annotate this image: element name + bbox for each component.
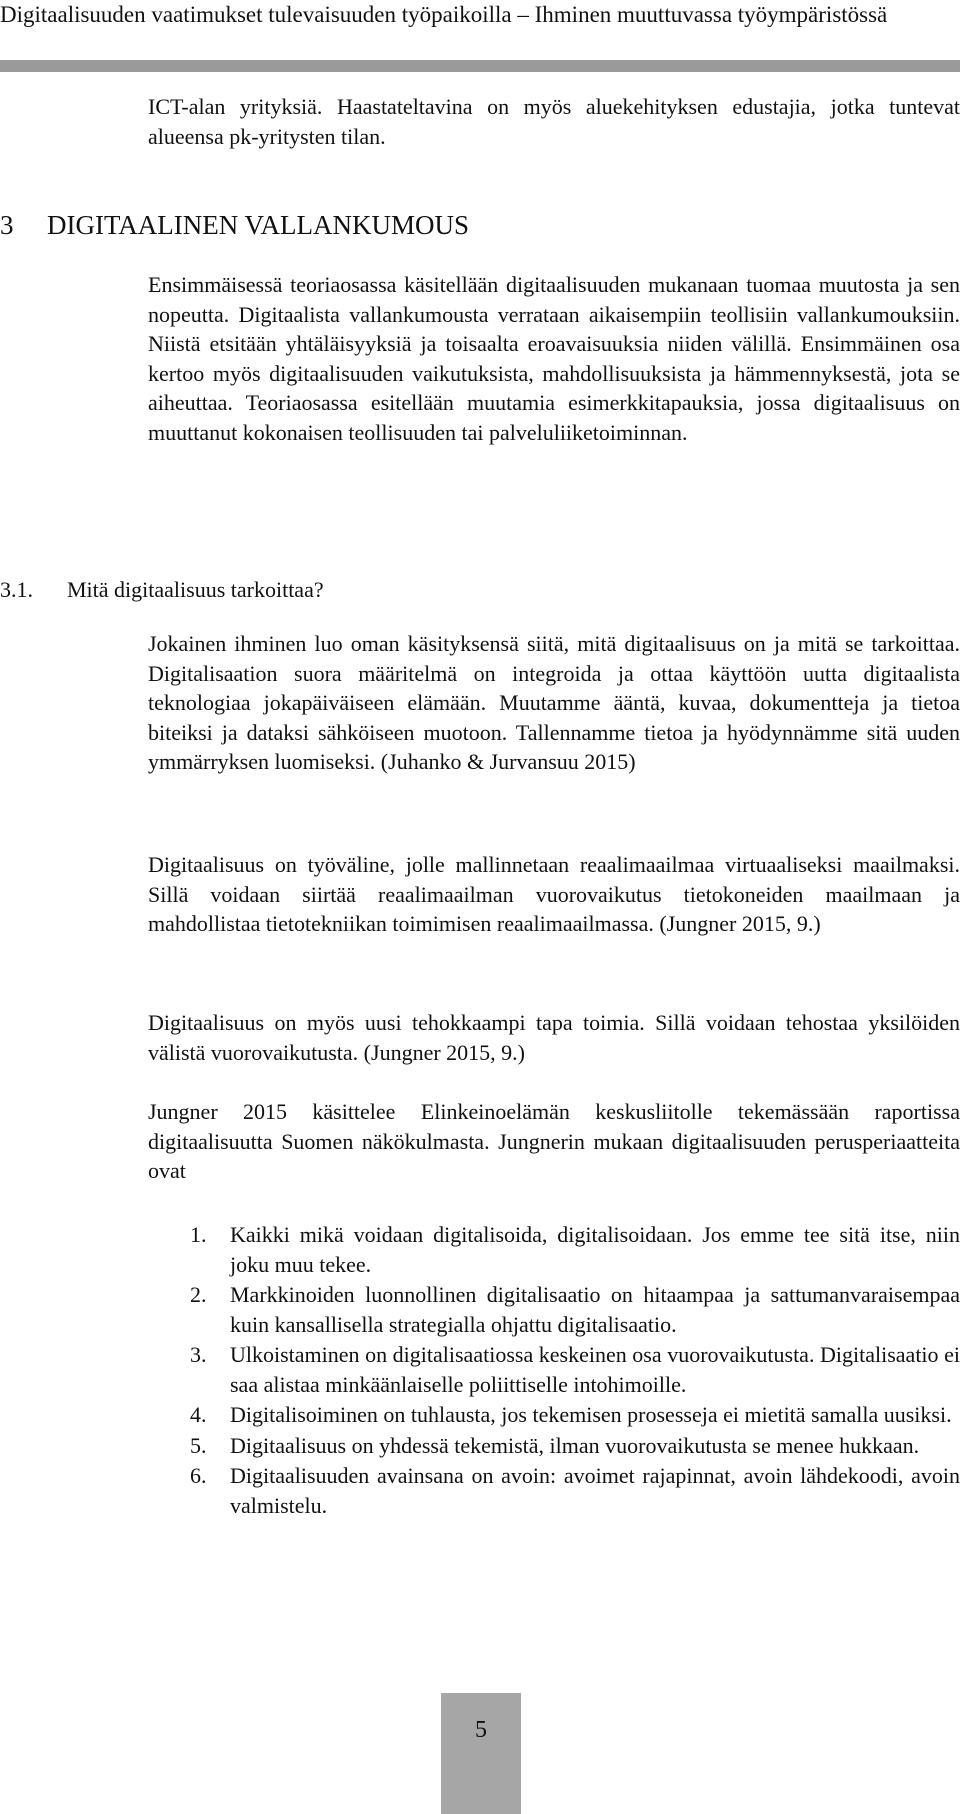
list-item: 1. Kaikki mikä voidaan digitalisoida, digitalisoidaan. Jos emme tee sitä itse, niin joku muu tekee. — [190, 1222, 960, 1277]
paragraph-efficiency: Digitaalisuus on myös uusi tehokkaampi tapa toimia. Sillä voidaan tehostaa yksilöiden välistä vuorovaikutusta. (Jungner 2015, 9.) — [148, 1010, 960, 1065]
section-3-1-number: 3.1. — [0, 577, 33, 602]
paragraph-jungner: Jungner 2015 käsittelee Elinkeinoelämän keskusliitolle tekemässään raportissa digitaalisuutta Suomen näkökulmasta. Jungnerin mukaan digitaalisuuden perusperiaatteita ovat — [148, 1099, 960, 1183]
list-item: 6. Digitaalisuuden avainsana on avoin: avoimet rajapinnat, avoin lähdekoodi, avoin valmistelu. — [190, 1463, 960, 1518]
section-3-title: DIGITAALINEN VALLANKUMOUS — [47, 210, 470, 240]
list-item: 4. Digitalisoiminen on tuhlausta, jos tekemisen prosesseja ei mietitä samalla uusiksi. — [190, 1402, 952, 1427]
list-item: 3. Ulkoistaminen on digitalisaatiossa keskeinen osa vuorovaikutusta. Digitalisaatio ei saa alistaa minkäänlaiselle poliittiselle intohimoille. — [190, 1342, 960, 1397]
running-header: Digitaalisuuden vaatimukset tulevaisuuden työpaikoilla – Ihminen muuttuvassa työympäristössä — [0, 2, 888, 27]
page-number: 5 — [475, 1717, 487, 1743]
list-item: 2. Markkinoiden luonnollinen digitalisaatio on hitaampaa ja sattumanvaraisempaa kuin kansallisella strategialla ohjattu digitalisaatio. — [190, 1282, 960, 1337]
section-3-1-title: Mitä digitaalisuus tarkoittaa? — [67, 577, 324, 602]
paragraph-tool: Digitaalisuus on työväline, jolle mallinnetaan reaalimaailmaa virtuaaliseksi maailmaksi. Sillä voidaan siirtää reaalimaailman vuorovaikutus tietokoneiden maailmaan ja mahdollistaa tietotekniikan toimimisen reaalimaailmassa. (Jungner 2015, 9.) — [148, 852, 960, 936]
header-divider — [0, 60, 960, 72]
section-3-heading — [0, 209, 469, 241]
intro-paragraph: ICT-alan yrityksiä. Haastateltavina on myös aluekehityksen edustajia, jotka tuntevat alueensa pk-yritysten tilan. — [148, 94, 960, 149]
page-number-box — [441, 1693, 521, 1814]
section-3-number: 3 — [0, 210, 14, 240]
list-item: 5. Digitaalisuus on yhdessä tekemistä, ilman vuorovaikutusta se menee hukkaan. — [190, 1432, 920, 1458]
paragraph-definition: Jokainen ihminen luo oman käsityksensä siitä, mitä digitaalisuus on ja mitä se tarkoittaa. Digitalisaation suora määritelmä on integroida ja ottaa käyttöön uutta digitaalista teknologiaa jokapäiväiseen elämään. Muutamme ääntä, kuvaa, dokumentteja ja tietoa biteiksi ja dataksi sähköiseen muotoon. Tallennamme tietoa ja hyödynnämme sitä uuden ymmärryksen luomiseksi. (Juhanko & Jurvansuu 2015) — [148, 631, 960, 774]
principles-list — [190, 1220, 960, 1521]
section-3-1-heading — [0, 575, 324, 605]
section-3-paragraph: Ensimmäisessä teoriaosassa käsitellään digitaalisuuden mukanaan tuomaa muutosta ja sen nopeutta. Digitaalista vallankumousta verrataan aikaisempiin teollisiin vallankumouksiin. Niistä etsitään yhtäläisyyksiä ja toisaalta eroavaisuuksia niiden välillä. Ensimmäinen osa kertoo myös digitaalisuuden vaikutuksista, mahdollisuuksista ja hämmennyksestä, jota se aiheuttaa. Teoriaosassa esitellään muutamia esimerkkitapauksia, jossa digitaalisuus on muuttanut kokonaisen teollisuuden tai palveluliiketoiminnan. — [148, 272, 960, 445]
